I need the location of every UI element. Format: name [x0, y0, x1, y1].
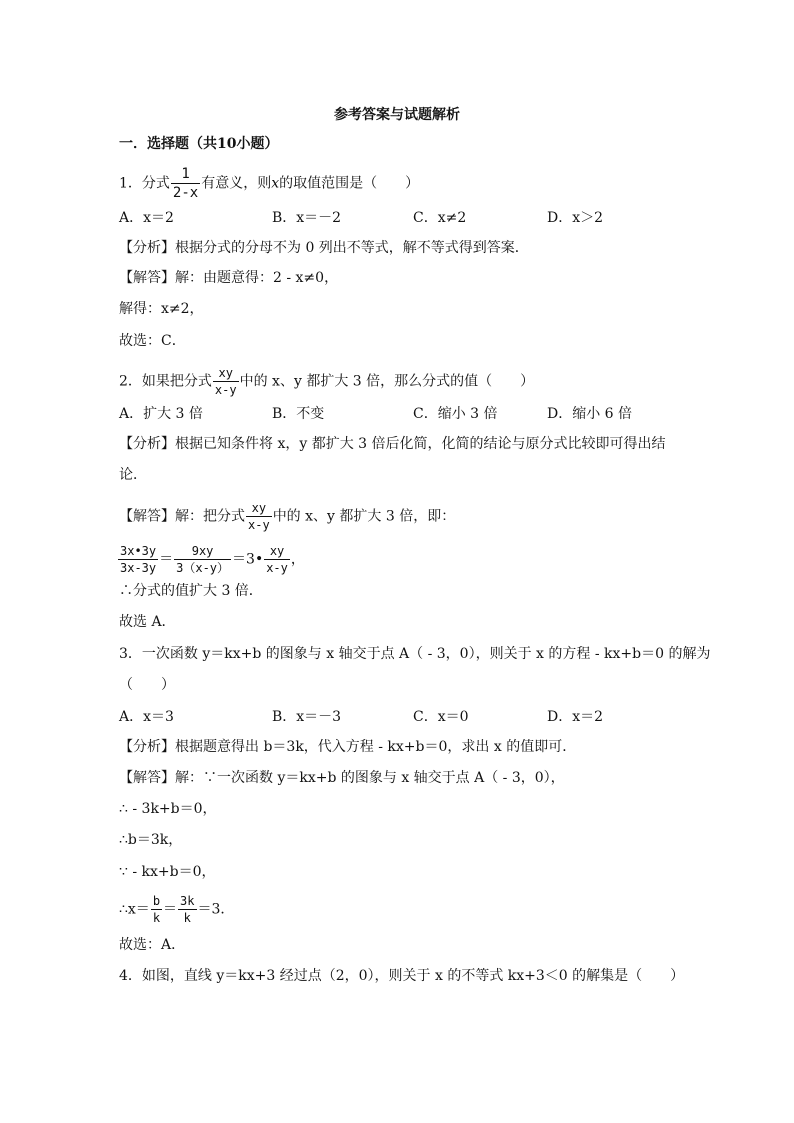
- question-1: [119, 166, 419, 201]
- q3-analysis: 【分析】根据题意得出 b＝3k，代入方程 - kx+b＝0，求出 x 的值即可．: [119, 739, 577, 755]
- q1-pre: 1．分式: [119, 175, 170, 192]
- q2-frac-num: xy: [218, 366, 233, 380]
- q1-frac-den: 2-x: [172, 185, 199, 201]
- q2-post: 中的 x、y 都扩大 3 倍，那么分式的值（ ）: [239, 373, 535, 390]
- q2-fraction: [213, 366, 239, 397]
- q2-option-d: D．缩小 6 倍: [547, 406, 633, 422]
- q3-step4-eq: ＝: [163, 901, 178, 918]
- q2-sol-frac-num: xy: [251, 501, 267, 515]
- q1-post: 有意义，则: [201, 175, 272, 192]
- q3-step4-frac-1: [151, 894, 162, 925]
- q2-eq-num-3: xy: [269, 544, 285, 558]
- q3-step-3: ∵ - kx+b＝0，: [119, 864, 216, 880]
- q2-sol-pre: 【解答】解：把分式: [119, 508, 245, 525]
- q2-analysis-line2: 论．: [119, 467, 147, 483]
- q3-step4-pre: ∴x＝: [119, 901, 150, 918]
- q2-option-c: C．缩小 3 倍: [413, 406, 498, 422]
- q1-solution: 【解答】解：由题意得：2 - x≠0，: [119, 270, 339, 286]
- q3-stem-line2: （ ）: [119, 677, 175, 693]
- q1-option-a: A．x＝2: [119, 210, 174, 226]
- q3-step-2: ∴b＝3k，: [119, 832, 183, 848]
- q2-conclusion: ∴分式的值扩大 3 倍．: [119, 583, 263, 599]
- q1-fraction: [171, 166, 200, 201]
- q3-step4-num-2: 3k: [180, 894, 195, 908]
- q2-eq-equals-2: ＝3•: [232, 551, 264, 568]
- q1-choice: 故选：C．: [119, 333, 186, 349]
- q2-eq-num-2: 9xy: [191, 544, 214, 558]
- q2-analysis-line1: 【分析】根据已知条件将 x，y 都扩大 3 倍后化简，化简的结论与原分式比较即可得出结: [119, 436, 666, 452]
- q3-option-a: A．x＝3: [119, 709, 174, 725]
- q3-step4-den-1: k: [152, 911, 161, 925]
- q1-option-d: D．x＞2: [547, 210, 604, 226]
- q3-step4-end: ＝3．: [197, 901, 235, 918]
- q2-frac-den: x-y: [214, 383, 237, 397]
- q2-sol-post: 中的 x、y 都扩大 3 倍，即：: [272, 508, 456, 525]
- q2-eq-equals-1: ＝: [159, 551, 174, 568]
- q3-option-c: C．x＝0: [413, 709, 469, 725]
- q1-solve: 解得：x≠2，: [119, 301, 204, 317]
- q3-step-1: ∴ - 3k+b＝0，: [119, 801, 217, 817]
- q2-eq-den-3: x-y: [266, 561, 288, 575]
- q3-stem-line1: 3．一次函数 y＝kx+b 的图象与 x 轴交于点 A（ - 3，0），则关于 x 的方程 - kx+b＝0 的解为: [119, 646, 711, 662]
- q3-step4-den-2: k: [178, 909, 196, 925]
- q2-sol-frac-den: x-y: [248, 518, 270, 532]
- q1-post2: 的取值范围是（ ）: [279, 175, 420, 192]
- q2-option-b: B．不变: [272, 406, 325, 422]
- q2-choice: 故选 A．: [119, 614, 176, 630]
- q1-var: x: [271, 175, 280, 192]
- q3-step4-frac-2: [178, 894, 196, 925]
- question-2: [119, 366, 534, 397]
- q3-choice: 故选：A．: [119, 937, 186, 953]
- q1-analysis: 【分析】根据分式的分母不为 0 列出不等式，解不等式得到答案．: [119, 240, 529, 256]
- q3-step-4: [119, 894, 234, 925]
- q2-eq-den-2: 3（x-y）: [176, 561, 230, 575]
- q2-eq-den-1: 3x-3y: [120, 561, 157, 575]
- q2-pre: 2．如果把分式: [119, 373, 212, 390]
- q1-frac-num: 1: [181, 166, 190, 182]
- q4-stem: 4．如图，直线 y＝kx+3 经过点（2，0），则关于 x 的不等式 kx+3＜0 的解集是（ ）: [119, 968, 685, 984]
- q3-step4-num-1: b: [152, 894, 161, 908]
- q2-eq-frac-1: [118, 544, 158, 575]
- q2-equation: [117, 544, 305, 575]
- q2-eq-frac-2: [174, 544, 231, 575]
- q3-option-b: B．x＝－3: [272, 709, 342, 725]
- q2-eq-num-1: 3x•3y: [120, 544, 157, 558]
- q3-solution: 【解答】解：∵一次函数 y＝kx+b 的图象与 x 轴交于点 A（ - 3，0），: [119, 770, 565, 786]
- q2-sol-fraction: [246, 501, 272, 532]
- q2-eq-end: ，: [290, 551, 305, 568]
- page-title: 参考答案与试题解析: [334, 107, 460, 123]
- q1-option-c: C．x≠2: [413, 210, 467, 226]
- q2-eq-frac-3: [264, 544, 290, 575]
- q2-solution: [119, 501, 455, 532]
- q1-option-b: B．x＝－2: [272, 210, 342, 226]
- q3-option-d: D．x＝2: [547, 709, 604, 725]
- q2-option-a: A．扩大 3 倍: [119, 406, 203, 422]
- section-heading: 一．选择题（共10小题）: [119, 136, 279, 152]
